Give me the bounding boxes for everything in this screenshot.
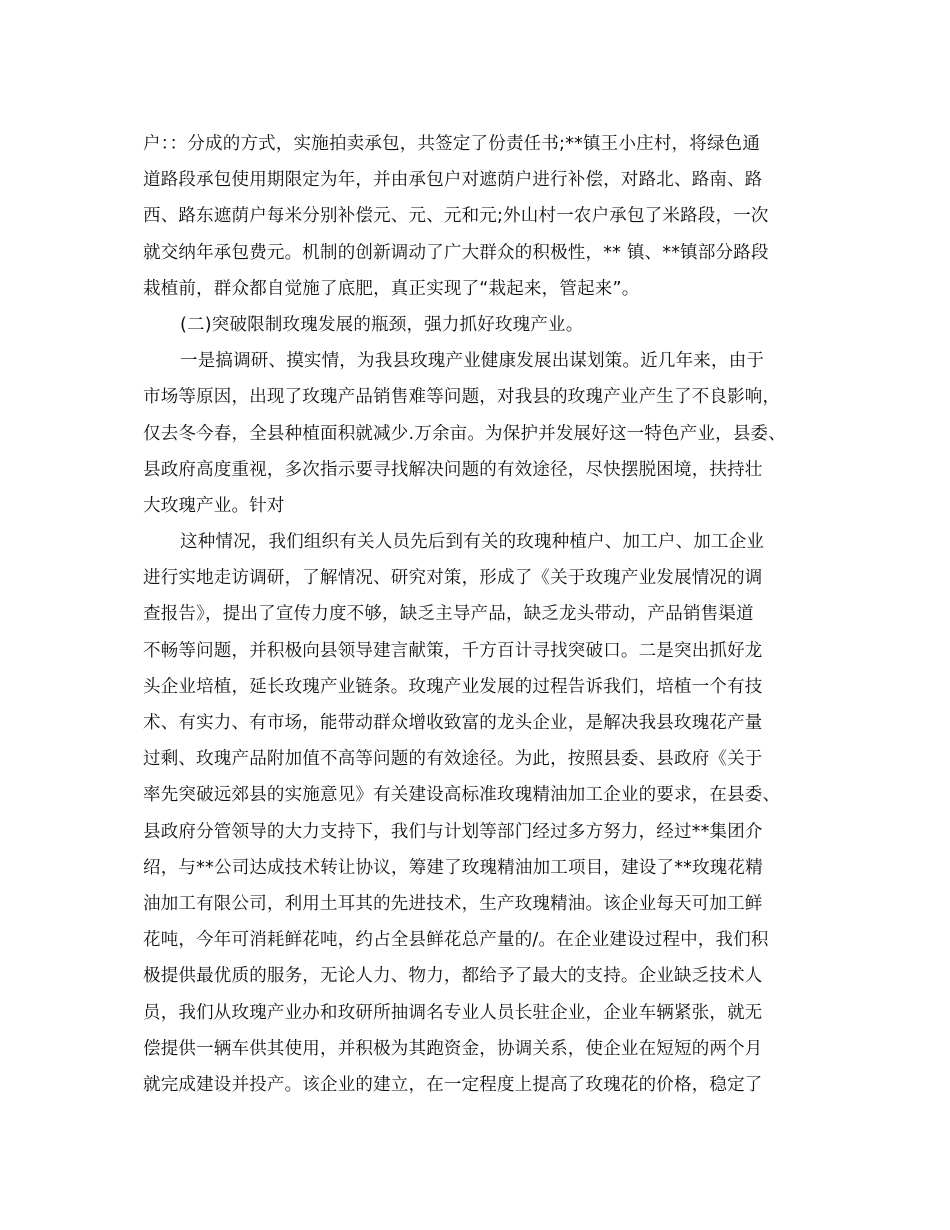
text-line: 不畅等问题，并积极向县领导建言献策，千方百计寻找突破口。二是突出抓好龙 [143, 640, 763, 661]
text-line: 术、有实力、有市场，能带动群众增收致富的龙头企业，是解决我县玫瑰花产量 [143, 713, 763, 733]
text-line: 县政府高度重视，多次指示要寻找解决问题的有效途径，尽快摆脱困境，扶持壮 [143, 459, 763, 480]
text-line: 过剩、玫瑰产品附加值不高等问题的有效途径。为此，按照县委、县政府《关于 [143, 749, 763, 770]
text-line: 县政府分管领导的大力支持下，我们与计划等部门经过多方努力，经过**集团介 [143, 821, 763, 842]
text-line: 市场等原因，出现了玫瑰产品销售难等问题，对我县的玫瑰产业产生了不良影响， [143, 387, 781, 408]
text-line: (二)突破限制玫瑰发展的瓶颈，强力抓好玫瑰产业。 [180, 314, 584, 335]
text-line: 率先突破远郊县的实施意见》有关建设高标准玫瑰精油加工企业的要求，在县委、 [143, 785, 781, 806]
text-line: 极提供最优质的服务，无论人力、物力，都给予了最大的支持。企业缺乏技术人 [143, 966, 763, 987]
text-line: 就交纳年承包费元。机制的创新调动了广大群众的积极性，** 镇、**镇部分路段 [143, 242, 769, 263]
text-line: 就完成建设并投产。该企业的建立，在一定程度上提高了玫瑰花的价格，稳定了 [143, 1074, 763, 1095]
text-line: 户：：分成的方式，实施拍卖承包，共签定了份责任书;**镇王小庄村，将绿色通 [143, 134, 761, 154]
text-line: 绍，与**公司达成技术转让协议，筹建了玫瑰精油加工项目，建设了**玫瑰花精 [143, 857, 763, 878]
text-line: 员，我们从玫瑰产业办和玫研所抽调名专业人员长驻企业，企业车辆紧张，就无 [143, 1002, 763, 1023]
text-line: 大玫瑰产业。针对 [143, 495, 285, 516]
text-line: 这种情况，我们组织有关人员先后到有关的玫瑰种植户、加工户、加工企业 [180, 532, 765, 553]
text-line: 栽植前，群众都自觉施了底肥，真正实现了“栽起来，管起来”。 [143, 278, 640, 299]
text-line: 西、路东遮荫户每米分别补偿元、元、元和元;外山村一农户承包了米路段，一次 [143, 206, 769, 227]
document-body [143, 126, 803, 1103]
text-line: 道路段承包使用期限定为年，并由承包户对遮荫户进行补偿，对路北、路南、路 [143, 170, 763, 191]
text-line: 油加工有限公司，利用土耳其的先进技术，生产玫瑰精油。该企业每天可加工鲜 [143, 893, 763, 914]
text-line: 头企业培植，延长玫瑰产业链条。玫瑰产业发展的过程告诉我们，培植一个有技 [143, 676, 763, 697]
text-line: 一是搞调研、摸实情，为我县玫瑰产业健康发展出谋划策。近几年来，由于 [180, 351, 765, 372]
text-line: 查报告》，提出了宣传力度不够，缺乏主导产品，缺乏龙头带动，产品销售渠道 [143, 604, 754, 625]
text-line: 进行实地走访调研，了解情况、研究对策，形成了《关于玫瑰产业发展情况的调 [143, 568, 763, 589]
text-line: 偿提供一辆车供其使用，并积极为其跑资金，协调关系，使企业在短短的两个月 [143, 1038, 763, 1059]
text-line: 花吨，今年可消耗鲜花吨，约占全县鲜花总产量的/。在企业建设过程中，我们积 [143, 930, 769, 951]
text-line: 仅去冬今春，全县种植面积就减少.万余亩。为保护并发展好这一特色产业，县委、 [143, 423, 786, 444]
